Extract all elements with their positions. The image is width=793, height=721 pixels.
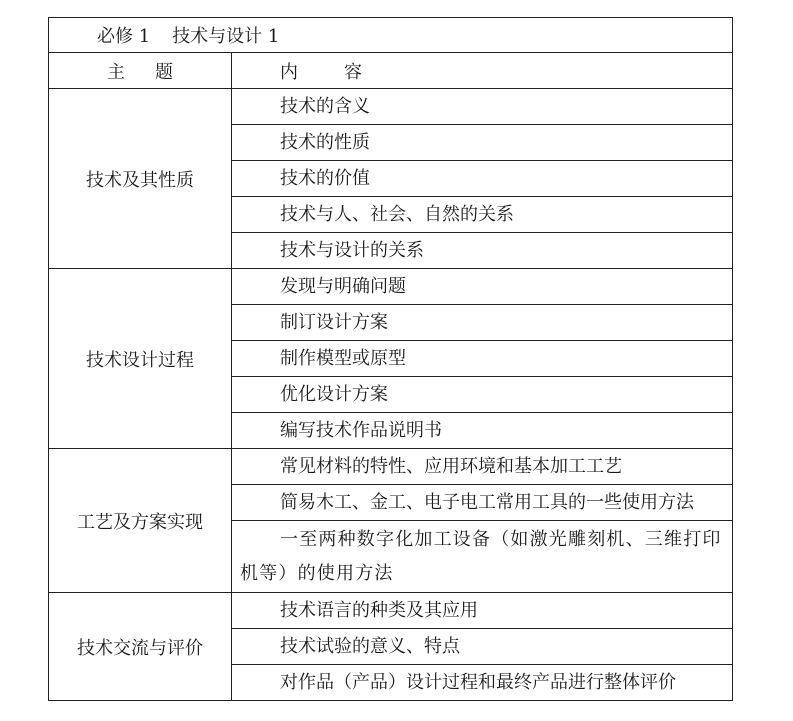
content-item: 技术的含义 xyxy=(232,89,733,125)
table-row xyxy=(49,89,733,125)
content-item: 发现与明确问题 xyxy=(232,269,733,305)
topic-cell: 技术及其性质 xyxy=(49,89,232,269)
topic-cell: 技术交流与评价 xyxy=(49,593,232,701)
content-item: 技术的性质 xyxy=(232,125,733,161)
content-item: 技术语言的种类及其应用 xyxy=(232,593,733,629)
content-item: 制作模型或原型 xyxy=(232,341,733,377)
table-row xyxy=(49,593,733,629)
topic-cell: 工艺及方案实现 xyxy=(49,449,232,593)
table-row xyxy=(49,269,733,305)
content-item: 技术与设计的关系 xyxy=(232,233,733,269)
content-item: 优化设计方案 xyxy=(232,377,733,413)
content-item: 技术的价值 xyxy=(232,161,733,197)
module-subtitle: 技术与设计 1 xyxy=(172,26,280,47)
content-item: 对作品（产品）设计过程和最终产品进行整体评价 xyxy=(232,665,733,701)
header-content: 内 容 xyxy=(232,53,733,89)
curriculum-table xyxy=(48,17,733,701)
table-row xyxy=(49,449,733,485)
content-item: 常见材料的特性、应用环境和基本加工工艺 xyxy=(232,449,733,485)
module-title-row xyxy=(49,18,733,53)
content-item: 技术试验的意义、特点 xyxy=(232,629,733,665)
content-item: 技术与人、社会、自然的关系 xyxy=(232,197,733,233)
topic-cell: 技术设计过程 xyxy=(49,269,232,449)
module-name: 必修 1 xyxy=(97,26,151,47)
header-topic: 主 题 xyxy=(49,53,232,89)
content-item: 编写技术作品说明书 xyxy=(232,413,733,449)
header-row xyxy=(49,53,733,89)
module-title-cell xyxy=(49,18,733,53)
content-item: 一至两种数字化加工设备（如激光雕刻机、三维打印机等）的使用方法 xyxy=(232,521,733,593)
content-item: 简易木工、金工、电子电工常用工具的一些使用方法 xyxy=(232,485,733,521)
content-item: 制订设计方案 xyxy=(232,305,733,341)
